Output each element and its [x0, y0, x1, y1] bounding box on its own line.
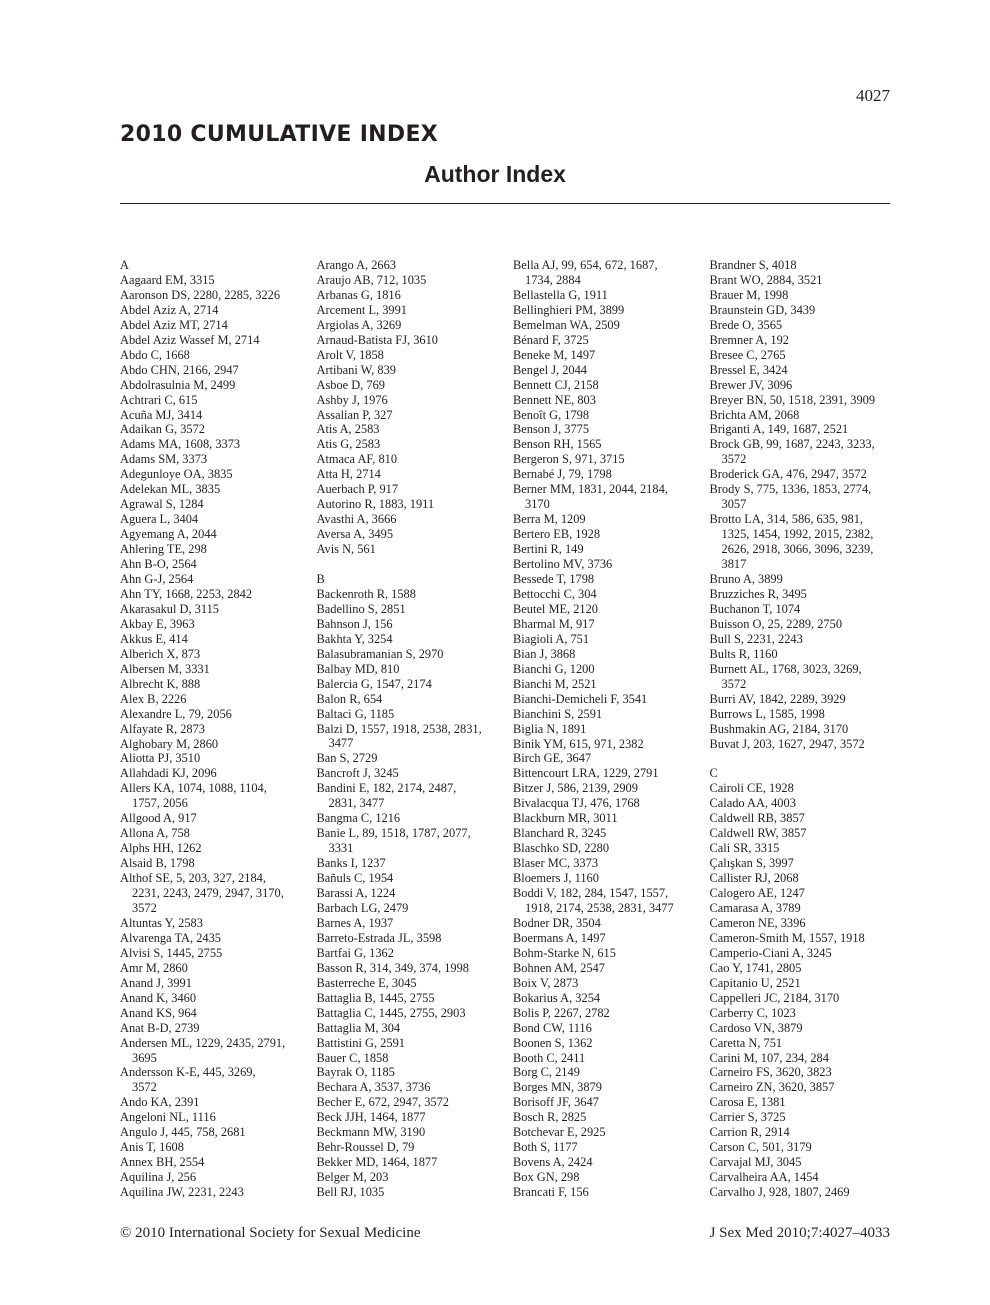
- index-entry: Bohm-Starke N, 615: [513, 945, 616, 960]
- index-entry: Bennett NE, 803: [513, 392, 596, 407]
- index-entry: Cairoli CE, 1928: [709, 781, 794, 796]
- index-entry: Bremner A, 192: [709, 332, 789, 347]
- index-entry: Alfayate R, 2873: [120, 721, 205, 736]
- index-entry: Benson RH, 1565: [513, 437, 602, 452]
- index-entry: Belger M, 203: [316, 1170, 389, 1185]
- index-entry: Autorino R, 1883, 1911: [316, 497, 435, 512]
- index-entry-continuation: 3572: [132, 900, 157, 915]
- index-entry: Briganti A, 149, 1687, 2521: [709, 422, 849, 437]
- index-entry: Breyer BN, 50, 1518, 2391, 3909: [709, 392, 876, 407]
- index-entry: Benoît G, 1798: [513, 407, 590, 422]
- index-entry: Anand KS, 964: [120, 1005, 197, 1020]
- index-entry: Anand J, 3991: [120, 975, 192, 990]
- index-entry: Balasubramanian S, 2970: [316, 646, 444, 661]
- index-entry: Altuntas Y, 2583: [120, 915, 203, 930]
- index-entry: Boddi V, 182, 284, 1547, 1557,: [513, 886, 669, 901]
- index-entry: Bloemers J, 1160: [513, 871, 599, 886]
- index-entry: Bancroft J, 3245: [316, 766, 399, 781]
- index-entry: Bernabé J, 79, 1798: [513, 467, 612, 482]
- index-entry: Allers KA, 1074, 1088, 1104,: [120, 781, 267, 796]
- index-entry: Carson C, 501, 3179: [709, 1140, 812, 1155]
- index-entry: Bandini E, 182, 2174, 2487,: [316, 781, 457, 796]
- index-entry: Bénard F, 3725: [513, 332, 589, 347]
- index-entry-continuation: 3331: [328, 841, 354, 856]
- index-entry: Caldwell RB, 3857: [709, 811, 805, 826]
- index-entry: Blackburn MR, 3011: [513, 811, 618, 826]
- index-entry: Alvisi S, 1445, 2755: [120, 945, 223, 960]
- index-entry: Bakhta Y, 3254: [316, 631, 393, 646]
- index-entry: Arango A, 2663: [316, 258, 396, 272]
- index-entry-continuation: 3170: [525, 497, 550, 512]
- index-entry: Buchanon T, 1074: [709, 601, 801, 616]
- index-entry: Biglia N, 1891: [513, 721, 587, 736]
- index-letter-heading: B: [316, 572, 325, 586]
- index-entry: Ahlering TE, 298: [120, 542, 207, 557]
- index-entry: Adaikan G, 3572: [120, 422, 205, 437]
- index-entry: Aquilina JW, 2231, 2243: [120, 1185, 244, 1200]
- header-rule: [120, 203, 890, 204]
- index-entry: Bull S, 2231, 2243: [709, 631, 803, 646]
- author-index-columns: [120, 258, 900, 1200]
- index-entry: Albersen M, 3331: [120, 661, 210, 676]
- index-entry: Anis T, 1608: [120, 1140, 184, 1155]
- index-entry: Bond CW, 1116: [513, 1020, 592, 1035]
- index-entry: Anand K, 3460: [120, 990, 197, 1005]
- index-entry: Becher E, 672, 2947, 3572: [316, 1095, 449, 1110]
- index-entry: Çalışkan S, 3997: [709, 856, 794, 871]
- index-entry: Baltaci G, 1185: [316, 706, 395, 721]
- index-entry-continuation: 3572: [132, 1080, 157, 1095]
- section-gap: [710, 751, 907, 766]
- index-entry: Andersen ML, 1229, 2435, 2791,: [120, 1035, 286, 1050]
- index-entry: Bechara A, 3537, 3736: [316, 1080, 431, 1095]
- index-entry: Borisoff JF, 3647: [513, 1095, 599, 1110]
- index-entry: Albrecht K, 888: [120, 676, 201, 691]
- index-entry: Berner MM, 1831, 2044, 2184,: [513, 482, 668, 497]
- index-entry: Camarasa A, 3789: [709, 900, 801, 915]
- index-entry: Allona A, 758: [120, 826, 190, 841]
- index-entry: Barassi A, 1224: [316, 886, 396, 901]
- index-entry: Bellinghieri PM, 3899: [513, 302, 625, 317]
- index-entry: Akkus E, 414: [120, 631, 188, 646]
- index-entry: Banie L, 89, 1518, 1787, 2077,: [316, 826, 471, 841]
- index-entry: Bemelman WA, 2509: [513, 317, 620, 332]
- index-entry: Caldwell RW, 3857: [709, 826, 807, 841]
- index-letter-heading: A: [120, 258, 129, 272]
- index-entry: Balzi D, 1557, 1918, 2538, 2831,: [316, 721, 482, 736]
- index-entry: Boonen S, 1362: [513, 1035, 593, 1050]
- index-entry: Abdo C, 1668: [120, 347, 190, 362]
- index-entry: Agyemang A, 2044: [120, 527, 217, 542]
- index-entry: Bianchi G, 1200: [513, 661, 595, 676]
- index-entry: Beckmann MW, 3190: [316, 1125, 426, 1140]
- index-entry: Bressel E, 3424: [709, 362, 788, 377]
- index-entry: Burri AV, 1842, 2289, 3929: [709, 691, 846, 706]
- index-entry: Achtrari C, 615: [120, 392, 198, 407]
- index-entry-continuation: 3057: [721, 497, 747, 512]
- index-entry: Bivalacqua TJ, 476, 1768: [513, 796, 640, 811]
- index-entry: Akarasakul D, 3115: [120, 601, 219, 616]
- index-entry: Cameron NE, 3396: [709, 915, 806, 930]
- index-entry: Carvalheira AA, 1454: [709, 1170, 819, 1185]
- index-entry: Allgood A, 917: [120, 811, 197, 826]
- index-entry: Buisson O, 25, 2289, 2750: [709, 616, 843, 631]
- index-entry: Bian J, 3868: [513, 646, 576, 661]
- index-entry: Adams MA, 1608, 3373: [120, 437, 241, 452]
- index-entry-continuation: 3695: [132, 1050, 157, 1065]
- index-entry: Brichta AM, 2068: [709, 407, 800, 422]
- index-entry: Adegunloye OA, 3835: [120, 467, 233, 482]
- index-entry: Badellino S, 2851: [316, 601, 406, 616]
- index-entry: Battistini G, 2591: [316, 1035, 405, 1050]
- index-entry-continuation: 2626, 2918, 3066, 3096, 3239,: [721, 542, 874, 557]
- index-entry: Beneke M, 1497: [513, 347, 596, 362]
- index-entry: Camperio-Ciani A, 3245: [709, 945, 832, 960]
- index-entry: Cappelleri JC, 2184, 3170: [709, 990, 840, 1005]
- index-entry: Anat B-D, 2739: [120, 1020, 200, 1035]
- index-entry: Battaglia M, 304: [316, 1020, 401, 1035]
- index-entry: Carneiro ZN, 3620, 3857: [709, 1080, 835, 1095]
- index-entry: Bharmal M, 917: [513, 616, 595, 631]
- index-entry-continuation: 3817: [721, 557, 747, 572]
- index-entry: Andersson K-E, 445, 3269,: [120, 1065, 256, 1080]
- index-entry: Borg C, 2149: [513, 1065, 580, 1080]
- index-entry: Brancati F, 156: [513, 1185, 589, 1200]
- index-entry: Birch GE, 3647: [513, 751, 592, 766]
- index-entry: Bellastella G, 1911: [513, 287, 608, 302]
- index-entry: Bella AJ, 99, 654, 672, 1687,: [513, 258, 658, 272]
- index-entry: Abdel Aziz A, 2714: [120, 302, 219, 317]
- index-entry: Atta H, 2714: [316, 467, 381, 482]
- index-entry: Arnaud-Batista FJ, 3610: [316, 332, 438, 347]
- index-entry-continuation: 1734, 2884: [525, 272, 581, 287]
- index-entry: Aversa A, 3495: [316, 527, 394, 542]
- index-entry: Bohnen AM, 2547: [513, 960, 605, 975]
- index-entry-continuation: 2231, 2243, 2479, 2947, 3170,: [132, 886, 284, 901]
- index-entry: Buvat J, 203, 1627, 2947, 3572: [709, 736, 865, 751]
- index-entry-continuation: 1918, 2174, 2538, 2831, 3477: [525, 900, 674, 915]
- index-entry: Assalian P, 327: [316, 407, 393, 422]
- index-entry: Bresee C, 2765: [709, 347, 786, 362]
- index-entry: Bell RJ, 1035: [316, 1185, 385, 1200]
- copyright-notice: © 2010 International Society for Sexual Medicine: [120, 1225, 421, 1241]
- index-entry: Bekker MD, 1464, 1877: [316, 1155, 438, 1170]
- index-entry: Benson J, 3775: [513, 422, 590, 437]
- index-entry: Bertero EB, 1928: [513, 527, 601, 542]
- index-entry: Broderick GA, 476, 2947, 3572: [709, 467, 867, 482]
- index-entry: Basson R, 314, 349, 374, 1998: [316, 960, 469, 975]
- index-entry: Alberich X, 873: [120, 646, 201, 661]
- index-entry: Bovens A, 2424: [513, 1155, 593, 1170]
- index-entry: Ando KA, 2391: [120, 1095, 200, 1110]
- index-entry: Brede O, 3565: [709, 317, 783, 332]
- index-entry: Argiolas A, 3269: [316, 317, 402, 332]
- index-entry: Blaschko SD, 2280: [513, 841, 610, 856]
- index-entry: Battaglia C, 1445, 2755, 2903: [316, 1005, 466, 1020]
- index-entry: Bokarius A, 3254: [513, 990, 601, 1005]
- index-entry: Burrows L, 1585, 1998: [709, 706, 825, 721]
- index-entry: Artibani W, 839: [316, 362, 397, 377]
- index-entry: Carneiro FS, 3620, 3823: [709, 1065, 832, 1080]
- index-entry: Carosa E, 1381: [709, 1095, 786, 1110]
- index-entry: Both S, 1177: [513, 1140, 578, 1155]
- index-entry: Behr-Roussel D, 79: [316, 1140, 415, 1155]
- index-entry: Bahnson J, 156: [316, 616, 393, 631]
- index-entry: Bennett CJ, 2158: [513, 377, 599, 392]
- index-entry: Balon R, 654: [316, 691, 383, 706]
- author-index-heading: [0, 161, 990, 188]
- index-entry: Bushmakin AG, 2184, 3170: [709, 721, 849, 736]
- index-entry: Alsaid B, 1798: [120, 856, 195, 871]
- index-entry: Carini M, 107, 234, 284: [709, 1050, 829, 1065]
- index-entry: Bañuls C, 1954: [316, 871, 394, 886]
- index-entry: Arcement L, 3991: [316, 302, 407, 317]
- index-entry: Bettocchi C, 304: [513, 586, 597, 601]
- index-entry: Akbay E, 3963: [120, 616, 195, 631]
- index-entry: Angeloni NL, 1116: [120, 1110, 216, 1125]
- index-entry: Brauer M, 1998: [709, 287, 789, 302]
- index-letter-heading: C: [709, 766, 718, 781]
- index-entry: Aliotta PJ, 3510: [120, 751, 201, 766]
- index-entry: Balbay MD, 810: [316, 661, 400, 676]
- index-entry: Bartfai G, 1362: [316, 945, 394, 960]
- index-entry: Caretta N, 751: [709, 1035, 783, 1050]
- index-entry: Araujo AB, 712, 1035: [316, 272, 427, 287]
- index-entry-continuation: 2831, 3477: [328, 796, 385, 811]
- index-entry: Beck JJH, 1464, 1877: [316, 1110, 426, 1125]
- index-entry: Borges MN, 3879: [513, 1080, 602, 1095]
- index-entry: Alvarenga TA, 2435: [120, 930, 221, 945]
- index-entry-continuation: 3572: [721, 452, 747, 467]
- index-entry: Callister RJ, 2068: [709, 871, 799, 886]
- index-entry: Bayrak O, 1185: [316, 1065, 395, 1080]
- index-entry: Abdo CHN, 2166, 2947: [120, 362, 239, 377]
- index-entry: Brandner S, 4018: [709, 258, 797, 272]
- index-entry: Brewer JV, 3096: [709, 377, 793, 392]
- index-entry: Avasthi A, 3666: [316, 512, 397, 527]
- index-entry: Barreto-Estrada JL, 3598: [316, 930, 442, 945]
- journal-citation: J Sex Med 2010;7:4027–4033: [709, 1225, 890, 1241]
- index-entry: Amr M, 2860: [120, 960, 188, 975]
- index-entry: Atis G, 2583: [316, 437, 381, 452]
- index-entry: Bianchini S, 2591: [513, 706, 603, 721]
- index-entry: Adams SM, 3373: [120, 452, 208, 467]
- index-entry: Barbach LG, 2479: [316, 900, 409, 915]
- index-entry: Carvalho J, 928, 1807, 2469: [709, 1185, 850, 1200]
- index-entry: Brant WO, 2884, 3521: [709, 272, 823, 287]
- index-entry: Abdolrasulnia M, 2499: [120, 377, 236, 392]
- index-entry: Acuña MJ, 3414: [120, 407, 203, 422]
- index-column-3: [513, 258, 710, 1200]
- index-entry: Ashby J, 1976: [316, 392, 388, 407]
- index-entry: Calogero AE, 1247: [709, 886, 805, 901]
- index-entry: Banks I, 1237: [316, 856, 386, 871]
- index-entry: Cali SR, 3315: [709, 841, 780, 856]
- index-entry: Bianchi M, 2521: [513, 676, 597, 691]
- index-entry: Bianchi-Demicheli F, 3541: [513, 691, 648, 706]
- index-entry: Box GN, 298: [513, 1170, 580, 1185]
- index-entry: Cameron-Smith M, 1557, 1918: [709, 930, 865, 945]
- index-entry: Alphs HH, 1262: [120, 841, 202, 856]
- index-entry: Carrion R, 2914: [709, 1125, 790, 1140]
- index-entry-continuation: 3572: [721, 676, 747, 691]
- index-entry: Basterreche E, 3045: [316, 975, 417, 990]
- index-entry: Auerbach P, 917: [316, 482, 399, 497]
- index-entry: Botchevar E, 2925: [513, 1125, 606, 1140]
- index-entry: Alexandre L, 79, 2056: [120, 706, 232, 721]
- index-entry-continuation: 3477: [328, 736, 354, 751]
- index-entry: Braunstein GD, 3439: [709, 302, 816, 317]
- index-entry: Bruzziches R, 3495: [709, 586, 807, 601]
- index-entry: Atmaca AF, 810: [316, 452, 398, 467]
- index-entry: Cao Y, 1741, 2805: [709, 960, 802, 975]
- index-entry: Bodner DR, 3504: [513, 915, 601, 930]
- index-entry: Bolis P, 2267, 2782: [513, 1005, 610, 1020]
- index-entry: Battaglia B, 1445, 2755: [316, 990, 435, 1005]
- index-entry: Capitanio U, 2521: [709, 975, 801, 990]
- index-entry: Bruno A, 3899: [709, 572, 783, 587]
- index-entry: Backenroth R, 1588: [316, 586, 416, 601]
- index-entry: Bults R, 1160: [709, 646, 778, 661]
- index-entry: Blanchard R, 3245: [513, 826, 607, 841]
- index-column-4: [710, 258, 907, 1200]
- index-entry: Brock GB, 99, 1687, 2243, 3233,: [709, 437, 875, 452]
- index-entry: Carberry C, 1023: [709, 1005, 796, 1020]
- index-entry: Beutel ME, 2120: [513, 601, 599, 616]
- index-entry: Angulo J, 445, 758, 2681: [120, 1125, 246, 1140]
- index-entry: Boix V, 2873: [513, 975, 579, 990]
- index-entry: Ban S, 2729: [316, 751, 378, 766]
- index-entry: Bitzer J, 586, 2139, 2909: [513, 781, 638, 796]
- index-entry: Carrier S, 3725: [709, 1110, 786, 1125]
- index-entry: Calado AA, 4003: [709, 796, 796, 811]
- index-entry: Bosch R, 2825: [513, 1110, 587, 1125]
- index-entry: Alex B, 2226: [120, 691, 187, 706]
- index-entry: Biagioli A, 751: [513, 631, 590, 646]
- index-entry: Bertini R, 149: [513, 542, 584, 557]
- index-entry: Ahn TY, 1668, 2253, 2842: [120, 586, 253, 601]
- index-entry: Booth C, 2411: [513, 1050, 586, 1065]
- index-entry: Arolt V, 1858: [316, 347, 384, 362]
- index-entry: Blaser MC, 3373: [513, 856, 599, 871]
- index-entry: Boermans A, 1497: [513, 930, 606, 945]
- index-entry: Asboe D, 769: [316, 377, 385, 392]
- author-index-heading-text: Author Index: [424, 161, 566, 187]
- index-entry: Berra M, 1209: [513, 512, 586, 527]
- index-entry: Burnett AL, 1768, 3023, 3269,: [709, 661, 862, 676]
- index-entry: Aaronson DS, 2280, 2285, 3226: [120, 287, 281, 302]
- index-entry: Avis N, 561: [316, 542, 376, 557]
- index-entry: Aguera L, 3404: [120, 512, 199, 527]
- index-entry: Bertolino MV, 3736: [513, 557, 613, 572]
- index-column-2: [317, 258, 514, 1200]
- index-entry: Agrawal S, 1284: [120, 497, 204, 512]
- index-entry: Aagaard EM, 3315: [120, 272, 215, 287]
- index-entry: Cardoso VN, 3879: [709, 1020, 803, 1035]
- page-number: 4027: [856, 86, 890, 105]
- section-gap: [317, 557, 514, 572]
- index-entry: Carvajal MJ, 3045: [709, 1155, 802, 1170]
- index-entry: Brotto LA, 314, 586, 635, 981,: [709, 512, 864, 527]
- index-entry: Atis A, 2583: [316, 422, 380, 437]
- index-entry: Arbanas G, 1816: [316, 287, 401, 302]
- index-entry: Barnes A, 1937: [316, 915, 394, 930]
- index-entry: Bittencourt LRA, 1229, 2791: [513, 766, 659, 781]
- index-entry: Bangma C, 1216: [316, 811, 401, 826]
- index-entry: Alghobary M, 2860: [120, 736, 219, 751]
- cumulative-index-title: 2010 CUMULATIVE INDEX: [120, 122, 439, 147]
- index-entry: Bengel J, 2044: [513, 362, 587, 377]
- index-entry: Ahn B-O, 2564: [120, 557, 197, 572]
- index-entry: Althof SE, 5, 203, 327, 2184,: [120, 871, 266, 886]
- index-entry: Binik YM, 615, 971, 2382: [513, 736, 644, 751]
- index-entry: Ahn G-J, 2564: [120, 572, 194, 587]
- index-entry: Annex BH, 2554: [120, 1155, 205, 1170]
- index-entry: Aquilina J, 256: [120, 1170, 197, 1185]
- index-column-1: [120, 258, 317, 1200]
- index-entry: Balercia G, 1547, 2174: [316, 676, 432, 691]
- index-entry-continuation: 1757, 2056: [132, 796, 188, 811]
- index-entry: Bauer C, 1858: [316, 1050, 389, 1065]
- index-entry: Bergeron S, 971, 3715: [513, 452, 625, 467]
- index-entry: Abdel Aziz MT, 2714: [120, 317, 228, 332]
- index-entry: Abdel Aziz Wassef M, 2714: [120, 332, 260, 347]
- index-entry-continuation: 1325, 1454, 1992, 2015, 2382,: [721, 527, 874, 542]
- index-entry: Allahdadi KJ, 2096: [120, 766, 217, 781]
- index-entry: Adelekan ML, 3835: [120, 482, 221, 497]
- index-entry: Bessede T, 1798: [513, 572, 595, 587]
- index-entry: Brody S, 775, 1336, 1853, 2774,: [709, 482, 872, 497]
